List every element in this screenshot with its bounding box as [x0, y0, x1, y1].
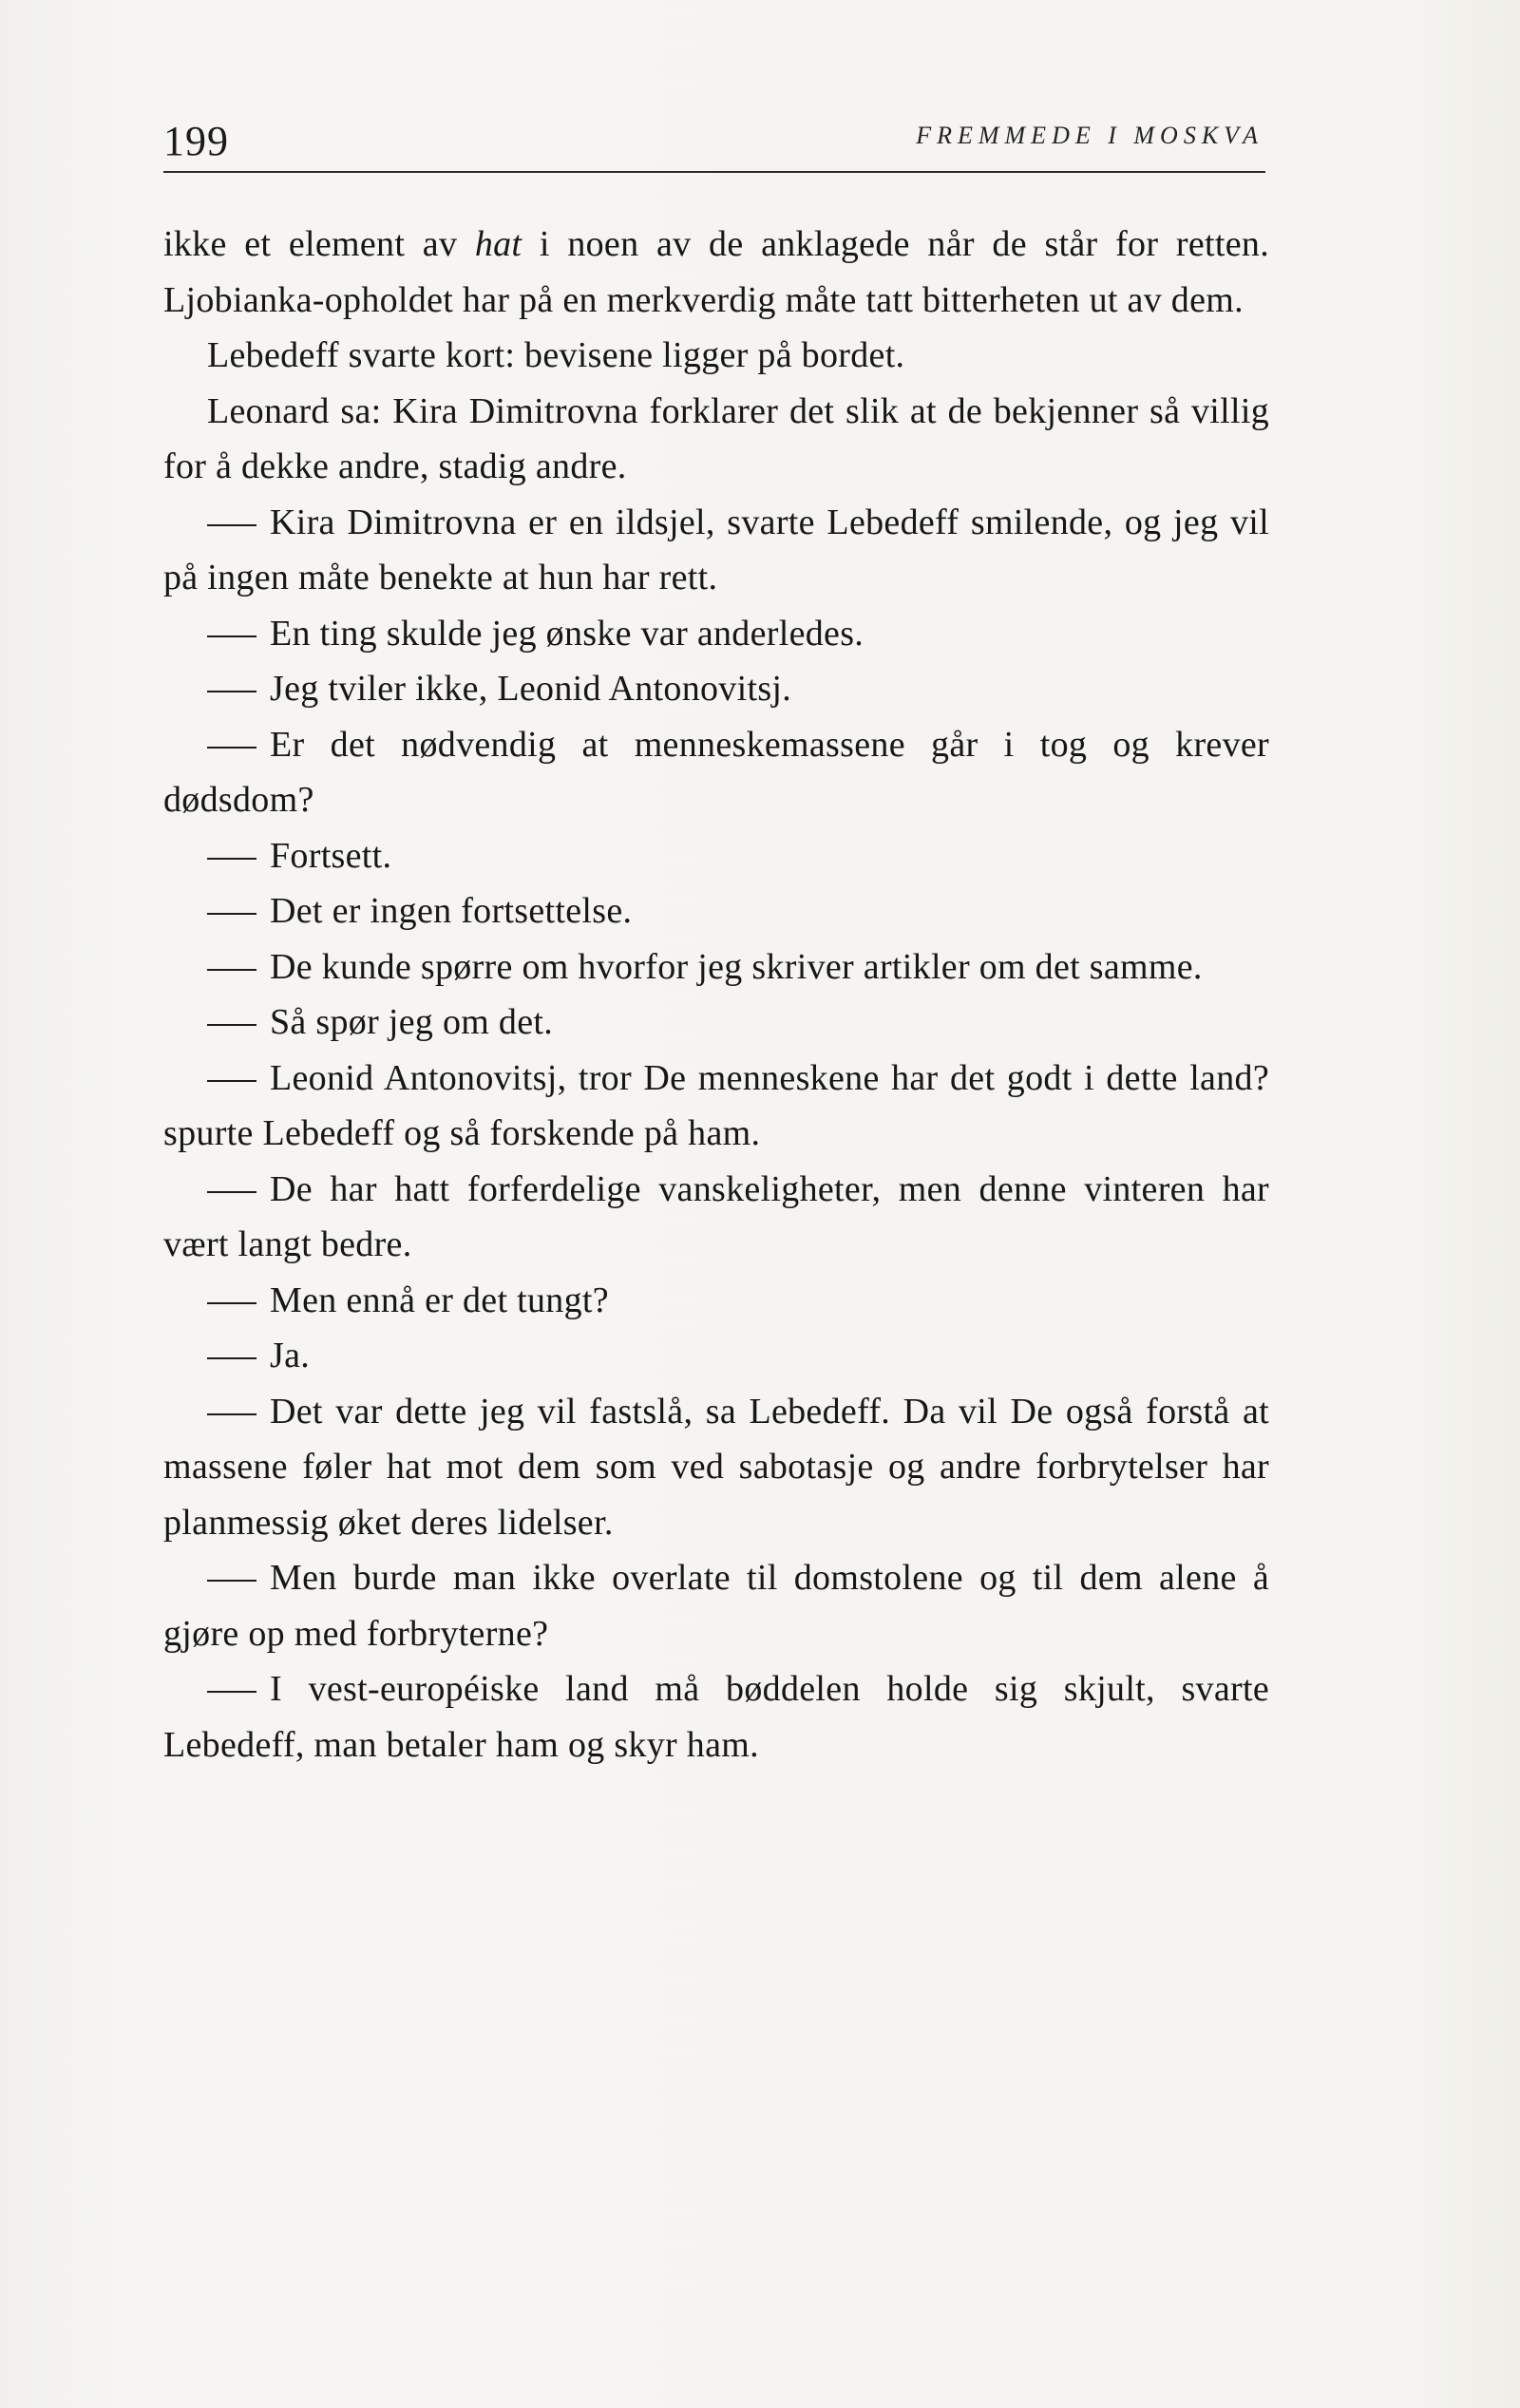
dialogue-line: Det var dette jeg vil fastslå, sa Lebedeff. Da vil De også forstå at massene føler hat mot dem som ved sabotasje og andre forbrytelser har planmessig øket deres lidelser. [163, 1384, 1269, 1551]
dialogue-line: Ja. [163, 1328, 1269, 1384]
emphasized-word: hat [474, 224, 522, 264]
dialogue-dash [207, 661, 256, 717]
dialogue-dash [207, 1550, 256, 1606]
dialogue-dash [207, 606, 256, 662]
dialogue-dash [207, 495, 256, 551]
dialogue-dash [207, 717, 256, 773]
dialogue-dash [207, 939, 256, 995]
dialogue-line: Det er ingen fortsettelse. [163, 883, 1269, 939]
dialogue-dash [207, 883, 256, 939]
page-header [163, 112, 1265, 173]
dialogue-line: De kunde spørre om hvorfor jeg skriver artikler om det samme. [163, 939, 1269, 995]
dialogue-dash [207, 828, 256, 884]
dialogue-dash [207, 995, 256, 1051]
dialogue-line: Leonid Antonovitsj, tror De menneskene har det godt i dette land? spurte Lebedeff og så forskende på ham. [163, 1051, 1269, 1162]
dialogue-line: Men burde man ikke overlate til domstolene og til dem alene å gjøre op med forbryterne? [163, 1550, 1269, 1661]
dialogue-line: De har hatt forferdelige vanskeligheter, men denne vinteren har vært langt bedre. [163, 1162, 1269, 1273]
dialogue-line: I vest-européiske land må bøddelen holde sig skjult, svarte Lebedeff, man betaler ham og skyr ham. [163, 1661, 1269, 1773]
dialogue-dash [207, 1328, 256, 1384]
dialogue-dash [207, 1162, 256, 1218]
dialogue-line: Kira Dimitrovna er en ildsjel, svarte Lebedeff smilende, og jeg vil på ingen måte benekte at hun har rett. [163, 495, 1269, 606]
paragraph: Lebedeff svarte kort: bevisene ligger på bordet. [207, 335, 905, 375]
dialogue-line: Men ennå er det tungt? [163, 1273, 1269, 1329]
dialogue-dash [207, 1384, 256, 1440]
dialogue-dash [207, 1661, 256, 1717]
dialogue-line: Så spør jeg om det. [163, 995, 1269, 1051]
dialogue-line: Fortsett. [163, 828, 1269, 884]
paragraph-continued: ikke et element av hat i noen av de anklagede når de står for retten. Ljobianka-opholdet har på en merkverdig måte tatt bitterheten ut av dem. [163, 224, 1269, 320]
dialogue-line: En ting skulde jeg ønske var anderledes. [163, 606, 1269, 662]
dialogue-dash [207, 1273, 256, 1329]
paragraph: Leonard sa: Kira Dimitrovna forklarer det slik at de bekjenner så villig for å dekke andre, stadig andre. [163, 390, 1269, 486]
page-number: 199 [163, 118, 229, 164]
body-text [163, 217, 1269, 1773]
dialogue-line: Er det nødvendig at menneskemassene går i tog og krever dødsdom? [163, 717, 1269, 828]
running-head: FREMMEDE I MOSKVA [916, 122, 1264, 149]
dialogue-dash [207, 1051, 256, 1107]
dialogue-line: Jeg tviler ikke, Leonid Antonovitsj. [163, 661, 1269, 717]
